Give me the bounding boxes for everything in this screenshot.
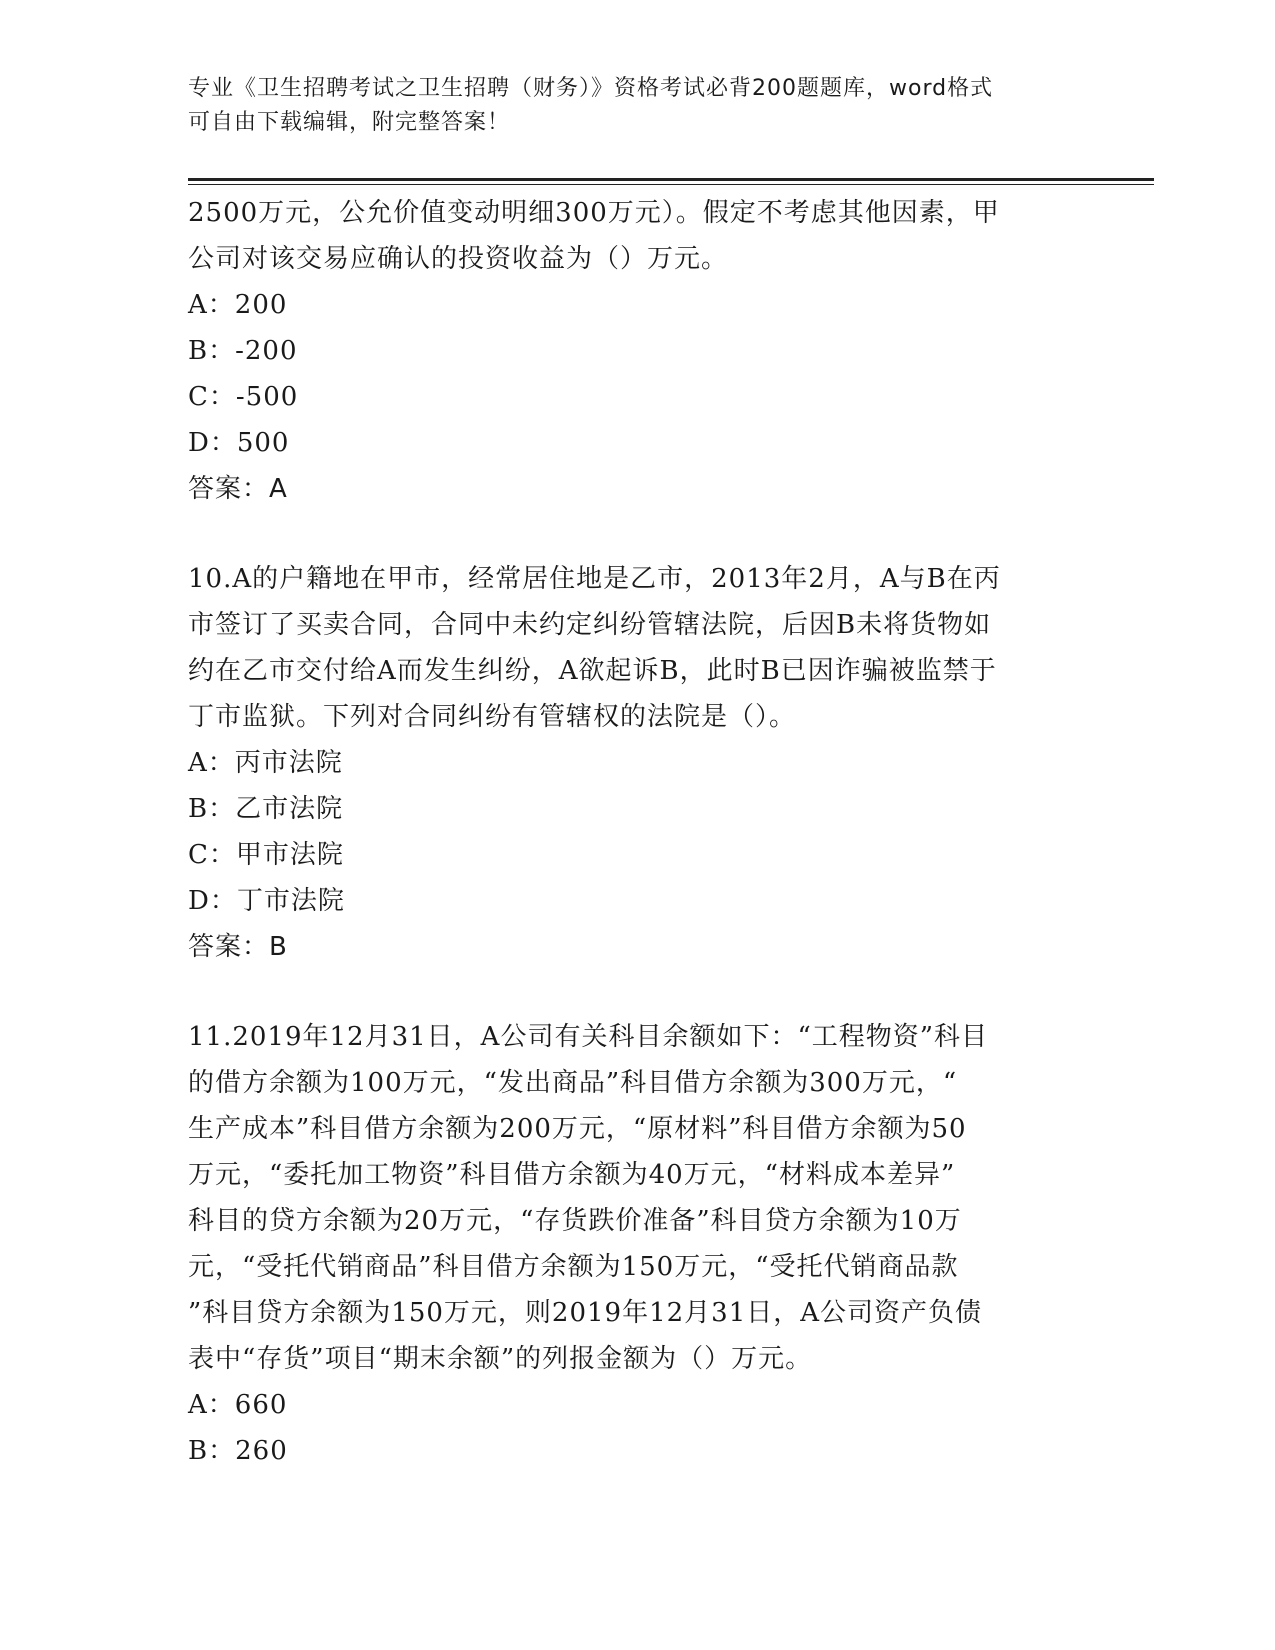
header-divider-thin	[188, 184, 1154, 185]
option-b: B：-200	[188, 336, 298, 366]
question-10	[188, 556, 1068, 970]
question-text-line: 的借方余额为100万元，“发出商品”科目借方余额为300万元，“	[188, 1068, 958, 1098]
question-11	[188, 1014, 1068, 1474]
option-a: A：660	[188, 1390, 288, 1420]
option-c: C：-500	[188, 382, 299, 412]
question-text-line: 表中“存货”项目“期末余额”的列报金额为（）万元。	[188, 1344, 813, 1374]
question-9	[188, 190, 1068, 512]
spacer	[188, 512, 1068, 556]
question-text-line: 10.A的户籍地在甲市，经常居住地是乙市，2013年2月，A与B在丙	[188, 564, 1001, 594]
question-text-line: 约在乙市交付给A而发生纠纷，A欲起诉B，此时B已因诈骗被监禁于	[188, 656, 997, 686]
answer: 答案：B	[188, 932, 288, 962]
document-header	[188, 72, 1068, 140]
option-c: C：甲市法院	[188, 840, 344, 870]
question-text-line: 11.2019年12月31日，A公司有关科目余额如下：“工程物资”科目	[188, 1022, 989, 1052]
option-d: D：丁市法院	[188, 886, 345, 916]
question-text-line: ”科目贷方余额为150万元，则2019年12月31日，A公司资产负债	[188, 1298, 983, 1328]
answer: 答案：A	[188, 474, 288, 504]
question-text-line: 万元，“委托加工物资”科目借方余额为40万元，“材料成本差异”	[188, 1160, 956, 1190]
header-divider-thick	[188, 178, 1154, 181]
header-line-1: 专业《卫生招聘考试之卫生招聘（财务）》资格考试必背200题题库，word格式	[188, 76, 994, 101]
question-text-line: 生产成本”科目借方余额为200万元，“原材料”科目借方余额为50	[188, 1114, 967, 1144]
question-text-line: 公司对该交易应确认的投资收益为（）万元。	[188, 244, 729, 274]
question-text-line: 科目的贷方余额为20万元，“存货跌价准备”科目贷方余额为10万	[188, 1206, 962, 1236]
option-a: A：200	[188, 290, 288, 320]
option-b: B：260	[188, 1436, 288, 1466]
option-b: B：乙市法院	[188, 794, 344, 824]
spacer	[188, 970, 1068, 1014]
option-d: D：500	[188, 428, 290, 458]
header-line-2: 可自由下载编辑，附完整答案！	[188, 110, 511, 135]
question-text-line: 2500万元，公允价值变动明细300万元）。假定不考虑其他因素，甲	[188, 198, 1000, 228]
option-a: A：丙市法院	[188, 748, 343, 778]
question-text-line: 元，“受托代销商品”科目借方余额为150万元，“受托代销商品款	[188, 1252, 959, 1282]
document-body	[188, 190, 1068, 1474]
question-text-line: 丁市监狱。下列对合同纠纷有管辖权的法院是（）。	[188, 702, 797, 732]
question-text-line: 市签订了买卖合同，合同中未约定纠纷管辖法院，后因B未将货物如	[188, 610, 992, 640]
